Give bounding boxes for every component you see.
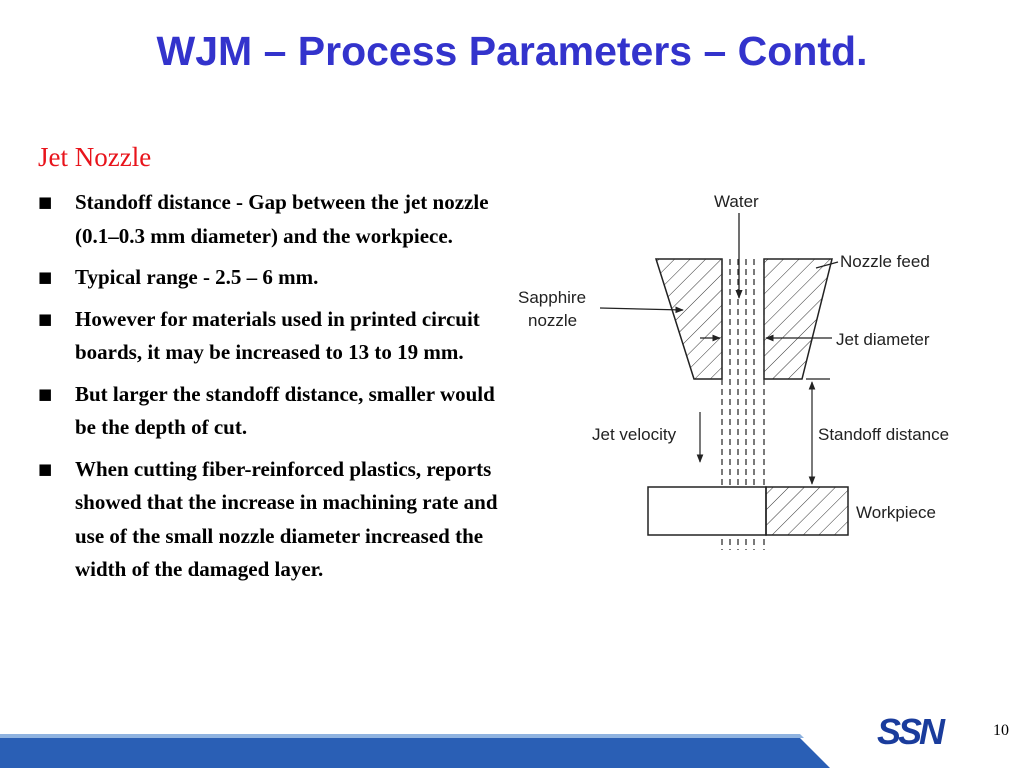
- bullet-item: ■ But larger the standoff distance, smaller would be the depth of cut.: [38, 378, 508, 445]
- nozzle-right-wall: [764, 259, 832, 379]
- workpiece-label: Workpiece: [856, 503, 936, 522]
- footer-bar: [0, 734, 840, 768]
- jet-velocity-label: Jet velocity: [592, 425, 677, 444]
- water-label: Water: [714, 192, 759, 211]
- bullet-item: ■ When cutting fiber-reinforced plastics, reports showed that the increase in machining rate and use of the small nozzle diameter increased the width of the damaged layer.: [38, 453, 508, 587]
- nozzle-diagram: [508, 182, 978, 562]
- nozzle-left-wall: [656, 259, 722, 379]
- ssn-logo: [877, 710, 987, 754]
- svg-text:SSN: SSN: [877, 711, 943, 752]
- workpiece-hatched: [766, 487, 848, 535]
- bullet-item: ■ Typical range - 2.5 – 6 mm.: [38, 261, 508, 295]
- sapphire-label-line2: nozzle: [528, 311, 578, 330]
- section-heading: Jet Nozzle: [38, 142, 152, 172]
- bullet-marker-icon: ■: [38, 309, 53, 328]
- bullet-marker-icon: ■: [38, 459, 53, 478]
- sapphire-label-line1: Sapphire: [518, 288, 587, 307]
- bullet-marker-icon: ■: [38, 384, 53, 403]
- bullet-item: ■ Standoff distance - Gap between the jet nozzle (0.1–0.3 mm diameter) and the workpiece.: [38, 186, 508, 253]
- page-number: 10: [993, 722, 1009, 739]
- bullet-list: [38, 186, 508, 595]
- nozzle-feed-label: Nozzle feed: [840, 252, 930, 271]
- standoff-distance-label: Standoff distance: [818, 425, 950, 444]
- bullet-item: ■ However for materials used in printed circuit boards, it may be increased to 13 to 19 mm.: [38, 303, 508, 370]
- slide-title: WJM – Process Parameters – Contd.: [156, 28, 868, 74]
- workpiece-uncut: [648, 487, 766, 535]
- bullet-marker-icon: ■: [38, 268, 53, 286]
- jet-diameter-label: Jet diameter: [836, 330, 930, 349]
- bullet-marker-icon: ■: [38, 193, 53, 211]
- sapphire-arrow: [600, 308, 683, 310]
